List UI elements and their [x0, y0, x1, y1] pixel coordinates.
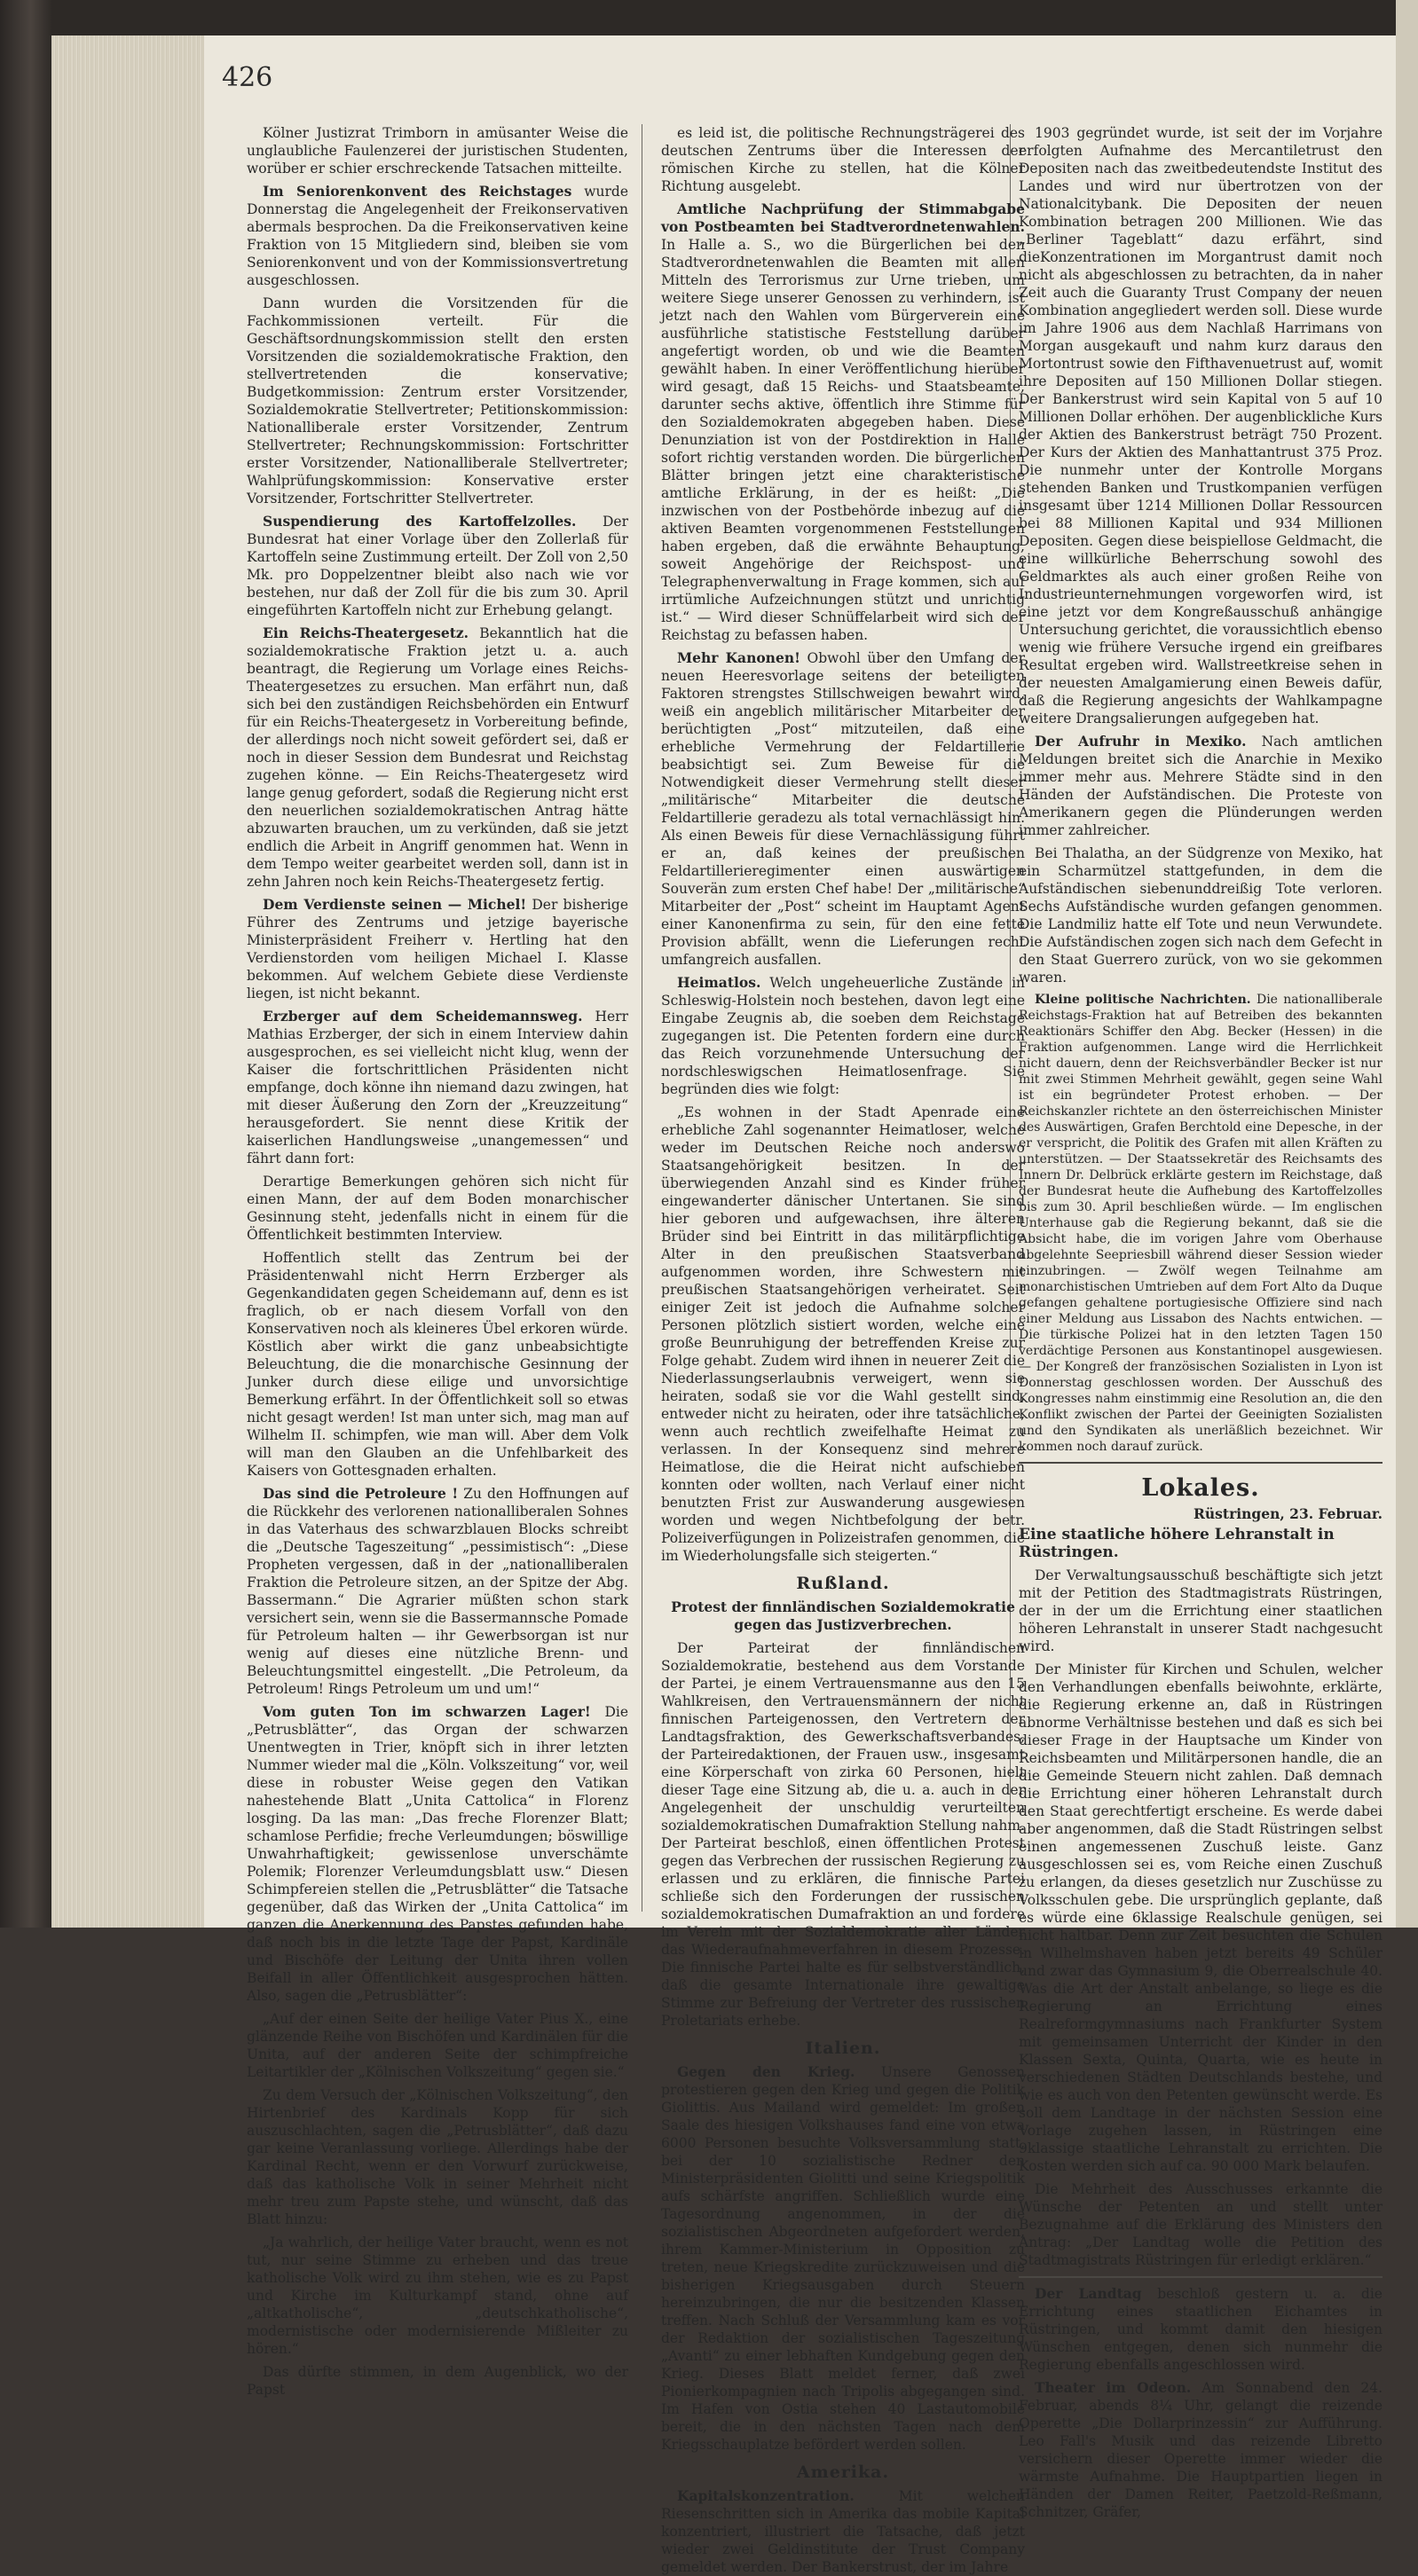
article-text: Derartige Bemerkungen gehören sich nicht für einen Mann, der auf dem Boden monarchischer Gesinnung steht, jedenfalls nicht in einem für die Öffentlichkeit bestimmten Interview. [247, 1174, 628, 1243]
article-text: In Halle a. S., wo die Bürgerlichen bei den Stadtverordnetenwahlen die Beamten mit allen Mitteln des Terrorismus zur Urne trieben, um weitere Siege unserer Genossen zu verhindern, ist jetzt nach den Wahlen vom Bürgerverein eine ausführliche statistische Feststellung darüber angefertigt worden, ob und wie die Beamten gewählt haben. In einer Veröffentlichung hierüber wird gesagt, daß 15 Reichs- und Staatsbeamte, darunter sechs aktive, öffentlich ihre Stimme für den Sozialdemokraten abgegeben haben. Diese Denunziation ist von der Postdirektion in Halle sofort richtig verstanden worden. Die bürgerlichen Blätter bringen jetzt eine charakteristische amtliche Erklärung, in der es heißt: „Die inzwischen von der Postbehörde inbezug auf die aktiven Beamten vorgenommenen Feststellungen haben ergeben, daß die erwähnte Behauptung, soweit Angehörige der Reichspost- und Telegraphenverwaltung in Frage kommen, sich auf irrtümliche Aufzeichnungen stützt und unrichtig ist.“ — Wird dieser Schnüffelarbeit wird sich der Reichstag zu befassen haben. [661, 237, 1025, 643]
article-paragraph [247, 2234, 628, 2358]
article-text: Protest der finnländischen Sozialdemokratie gegen das Justizverbrechen. [671, 1598, 1015, 1633]
article-text: Kölner Justizrat Trimborn in amüsanter Weise die unglaubliche Faulenzerei der juristischen Studenten, worüber er schier erschreckende Tatsachen mitteilte. [247, 125, 628, 177]
article-paragraph [1019, 1567, 1383, 1655]
article-paragraph [661, 649, 1025, 969]
article-text: Unsere Genossen protestieren gegen den Krieg und gegen die Politik Giolittis. Aus Mailand wird gemeldet: Im großen Saale des hiesigen Volkshauses fand eine von etwa 6000 Personen besuchte Volksversammlung statt, bei der 10 sozialistische Redner den Ministerpräsidenten Giolitti und seine Kriegspolitik aufs schärfste angriffen. Schließlich wurde eine Tagesordnung angenommen, in der die sozialistischen Abgeordneten aufgefordert werden, ihrem Kammer-Ministerium in Opposition zu treten, neue Kriegskredite zurückzuweisen und die bisherigen Kriegsausgaben durch Steuern hereinzubringen, die nur die besitzenden Klassen treffen. Nach Schluß der Versammlung kam es vor der Redaktion der sozialistischen Tageszeitung „Avanti“ zu einer lebhaften Kundgebung gegen den Krieg. Dieses Blatt meldet ferner, daß zwei Pionierkompagnien nach Tripolis abgegangen sind. Im Hafen von Ostia stehen 40 Lastautomobile bereit, die in den nächsten Tagen nach dem Kriegsschauplatze befördert werden sollen. [661, 2064, 1026, 2453]
article-text: Obwohl über den Umfang der neuen Heeresvorlage seitens der beteiligten Faktoren strengstes Stillschweigen bewahrt wird, weiß ein angeblich militärischer Mitarbeiter der berüchtigten „Post“ mitzuteilen, daß eine erhebliche Vermehrung der Feldartillerie beabsichtigt sei. Zum Beweise für die Notwendigkeit dieser Vermehrung stellt dieser „militärische“ Mitarbeiter die deutsche Feldartillerie geradezu als total vernachlässigt hin. Als einen Beweis für diese Vernachlässigung führt er an, daß keines der preußischen Feldartillerieregimenter einen auswärtigen Souverän zum ersten Chef habe! Der „militärische“ Mitarbeiter der „Post“ scheint im Hauptamt Agent einer Kanonenfirma zu sein, für den eine fette Provision abfällt, wenn die Lieferungen recht umfangreich ausfallen. [661, 650, 1025, 968]
article-text: Am Sonnabend den 24. Februar, abends 8¼ Uhr, gelangt die reizende Operette „Die Dollarprinzessin“ zur Aufführung. Leo Fall's Musik und das reizende Libretto versichern dieser Operette immer wieder die wärmste Aufnahme. Die Hauptpartien liegen in Händen der Damen Reiter, Paetzold-Reßmann, Schnitzer, Gräfer, [1019, 2380, 1383, 2520]
article-text: es leid ist, die politische Rechnungsträgerei des deutschen Zentrums über die Interessen der römischen Kirche zu stellen, hat die Kölner Richtung ausgelebt. [661, 125, 1025, 194]
article-paragraph [661, 2063, 1025, 2454]
article-paragraph [1019, 1661, 1383, 2175]
article-paragraph [247, 2086, 628, 2228]
article-lead: Kleine politische Nachrichten. [1035, 993, 1251, 1007]
page-edges [51, 35, 204, 1928]
article-lead: Dem Verdienste seinen — Michel! [263, 896, 527, 913]
article-lead: Der Aufruhr in Mexiko. [1035, 733, 1247, 750]
article-lead: Gegen den Krieg. [677, 2063, 855, 2080]
article-lead: Das sind die Petroleure ! [263, 1485, 459, 1502]
article-paragraph [247, 1008, 628, 1167]
section-heading: Eine staatliche höhere Lehranstalt in Rüstringen. [1019, 1526, 1335, 1561]
column-1 [247, 124, 629, 2398]
article-paragraph [1019, 844, 1383, 986]
article-text: Der Bundesrat hat einer Vorlage über den Zollerlaß für Kartoffeln seine Zustimmung erteilt. Der Zoll von 2,50 Mk. pro Doppelzentner bleibt also nach wie vor bestehen, nur daß der Zoll für die bis zum 30. April eingeführten Kartoffeln nicht zur Erhebung gelangt. [247, 514, 628, 618]
article-text: wurde Donnerstag die Angelegenheit der Freikonservativen abermals besprochen. Da die Freikonservativen keine Fraktion von 15 Mitgliedern sind, bleiben sie vom Seniorenkonvent und von der Kommissionsvertretung ausgeschlossen. [247, 184, 628, 288]
section-heading: Lokales. [1141, 1474, 1260, 1502]
article-text: Der Parteirat der finnländischen Sozialdemokratie, bestehend aus dem Vorstande der Partei, je einem Vertrauensmanne aus den 15 Wahlkreisen, den Vertrauensmännern der nicht finnischen Parteigenossen, den Vertretern der Landtagsfraktion, des Gewerkschaftsverbandes, der Parteiredaktionen, der Frauen usw., insgesamt eine Körperschaft von zirka 60 Personen, hielt dieser Tage eine Sitzung ab, die u. a. auch in der Angelegenheit der unschuldig verurteilten sozialdemokratischen Dumafraktion Stellung nahm. Der Parteirat beschloß, einen öffentlichen Protest gegen das Verbrechen der russischen Regierung zu erlassen und zu erklären, die finnische Partei schließe sich den Forderungen der russischen sozialdemokratischen Dumafraktion an und fordere im Verein mit der Sozialdemokratie aller Länder das Wiederaufnahmeverfahren in diesem Prozesse. Die finnische Partei halte es für selbstverständlich, daß die gesamte Internationale ihre gewaltige Stimme zur Befreiung der Vertreter des russischen Proletariats erhebe. [661, 1640, 1025, 2029]
article-text: Herr Mathias Erzberger, der sich in einem Interview dahin ausgesprochen, es sei vielleicht nicht klug, wenn der Kaiser die fortschrittlichen Präsidenten nicht empfange, doch könne ihn niemand dazu zwingen, hat mit dieser Äußerung den Zorn der „Kreuzzeitung“ herausgefordert. Sie nennt diese Kritik der kaiserlichen Handlungsweise „unangemessen“ und fährt dann fort: [247, 1009, 628, 1166]
article-paragraph [661, 1639, 1025, 2030]
article-text: Welch ungeheuerliche Zustände in Schleswig-Holstein noch bestehen, davon legt eine Eingabe Zeugnis ab, die soeben dem Reichstage zugegangen ist. Die Petenten fordern eine durch das Reich vorzunehmende Untersuchung der nordschleswigschen Heimatlosenfrage. Sie begründen dies wie folgt: [661, 975, 1026, 1097]
article-text: Der Verwaltungsausschuß beschäftigte sich jetzt mit der Petition des Stadtmagistrats Rüstringen, der in der um die Errichtung einer staatlichen höheren Lehranstalt in unserer Stadt nachgesucht wird. [1019, 1567, 1383, 1654]
section-heading: Rußland. [796, 1574, 890, 1593]
article-paragraph [661, 1598, 1025, 1634]
article-paragraph [1019, 2180, 1383, 2269]
article-paragraph [247, 183, 628, 289]
section-divider [1019, 1462, 1383, 1464]
article-paragraph [661, 124, 1025, 195]
article-paragraph [1019, 992, 1383, 1455]
article-lead: Mehr Kanonen! [677, 649, 800, 666]
article-text: 1903 gegründet wurde, ist seit der im Vorjahre erfolgten Aufnahme des Mercantiletrust den Depositen nach das zweitbedeutendste Institut des Landes und wird nur übertrotzen von der Nationalcitybank. Die Depositen der neuen Kombination betragen 200 Millionen. Wie das „Berliner Tageblatt“ dazu erfährt, sind dieKonzentrationen im Morgantrust damit noch nicht als abgeschlossen zu betrachten, da in naher Zeit auch die Guaranty Trust Company der neuen Kombination angegliedert werden soll. Diese wurde im Jahre 1906 aus dem Nachlaß Harrimans von Morgan ausgekauft und nahm kurz daraus den Mortontrust sowie den Fifthavenuetrust auf, womit ihre Depositen auf 150 Millionen Dollar stiegen. Der Bankerstrust wird sein Kapital von 5 auf 10 Millionen Dollar erhöhen. Der augenblickliche Kurs der Aktien des Bankerstrust beträgt 750 Prozent. Der Kurs der Aktien des Manhattantrust 375 Proz. Die nunmehr unter der Kontrolle Morgans stehenden Banken und Trustkompanien verfügen insgesamt über 1214 Millionen Dollar Ressourcen bei 88 Millionen Kapital und 934 Millionen Depositen. Gegen diese beispiellose Geldmacht, die eine willkürliche Beherrschung sowohl des Geldmarktes als auch einer großen Reihe von Industrieunternehmungen vorgeworfen wird, ist eine jetzt vor dem Kongreßausschuß anhängige Untersuchung gerichtet, die voraussichtlich ebenso wenig wie frühere Versuche irgend ein greifbares Resultat ergeben wird. Wallstreetkreise sehen in der neuesten Amalgamierung einen Beweis dafür, daß die Regierung angesichts der Wahlkampagne weitere Drangsalierungen aufgegeben hat. [1019, 125, 1383, 726]
article-paragraph [661, 1103, 1025, 1565]
article-lead: Erzberger auf dem Scheidemannsweg. [263, 1008, 583, 1025]
right-margin [1396, 0, 1418, 1928]
article-text: Bekanntlich hat die sozialdemokratische Fraktion jetzt u. a. auch beantragt, die Regierung um Vorlage eines Reichs-Theatergesetzes zu ersuchen. Man erfährt nun, daß sich bei den zuständigen Reichsbehörden ein Entwurf für ein Reichs-Theatergesetz in Vorbereitung befinde, der allerdings noch nicht soweit gefördert sei, daß er noch in dieser Session dem Bundesrat und Reichstag zugehen könne. — Ein Reichs-Theatergesetz wird lange genug gefordert, sodaß die Regierung nicht erst den neuerlichen sozialdemokratischen Antrag hätte abzuwarten brauchen, um zu verkünden, daß sie jetzt endlich die Arbeit in Angriff genommen hat. Wenn in dem Tempo weiter gearbeitet werden soll, dann ist in zehn Jahren noch kein Reichs-Theatergesetz fertig. [247, 625, 629, 890]
article-paragraph [247, 124, 628, 177]
dateline: Rüstringen, 23. Februar. [1193, 1505, 1383, 1522]
article-paragraph [661, 200, 1025, 644]
article-text: Der Minister für Kirchen und Schulen, welcher den Verhandlungen ebenfalls beiwohnte, erklärte, die Regierung erkenne an, daß in Rüstringen abnorme Verhältnisse bestehen und daß es sich bei dieser Frage in der Hauptsache um Kinder von Reichsbeamten und Militärpersonen handle, die an die Gemeinde Steuern nicht zahlen. Daß demnach die Errichtung einer höheren Lehranstalt durch den Staat gerechtfertigt erscheine. Es werde dabei aber angenommen, daß die Stadt Rüstringen selbst einen angemessenen Zuschuß leiste. Ganz ausgeschlossen sei es, vom Reiche einen Zuschuß zu erlangen, da dieses gesetzlich nur Zuschüsse zu Volksschulen gebe. Die ursprünglich geplante, daß es würde eine 6klassige Realschule genügen, sei nicht haltbar. Denn zur Zeit besuchten die Schulen in Wilhelmshaven haben jetzt bereits 49 Schüler und zwar das Gymnasium 9, die Oberrealschule 40. Was die Art der Anstalt anbelange, so liege es die Regierung an Errichtung eines Realreformgymnasiums nach Frankfurter System mit gemeinsamen Unterricht der Kinder in den Klassen Sexta, Quinta, Quarta, wie es heute in verschiedenen Städten Deutschlands bestehe, und wie es auch von den Petenten gewünscht werde. Es soll dem Landtage in der nächsten Session eine Vorlage zugehen lassen, in Rüstringen eine 9klassige staatliche Lehranstalt zu errichten. Die Kosten werden sich auf ca. 90 000 Mark belaufen. [1019, 1661, 1383, 2174]
article-lead: Suspendierung des Kartoffelzolles. [263, 513, 577, 530]
article-text: Das dürfte stimmen, in dem Augenblick, wo der Papst [247, 2364, 628, 2398]
article-paragraph [661, 974, 1025, 1098]
article-lead: Im Seniorenkonvent des Reichstages [263, 183, 572, 200]
article-text: Dann wurden die Vorsitzenden für die Fachkommissionen verteilt. Für die Geschäftsordnungskommission stellt den ersten Vorsitzenden die sozialdemokratische Fraktion, den stellvertretenden die konservative; Budgetkommission: Zentrum erster Vorsitzender, Sozialdemokratie Stellvertreter; Petitionskommission: Nationalliberale erster Vorsitzender, Zentrum Stellvertreter; Rechnungskommission: Fortschritter erster Vorsitzender, Nationalliberale Stellvertreter; Wahlprüfungskommission: Konservative erster Vorsitzender, Fortschritter Stellvertreter. [247, 295, 628, 507]
section-divider [1019, 2276, 1383, 2278]
article-paragraph [247, 2010, 628, 2081]
article-lead: Heimatlos. [677, 974, 761, 991]
article-text: „Es wohnen in der Stadt Apenrade eine erhebliche Zahl sogenannter Heimatloser, welche weder im Deutschen Reiche noch anderswo Staatsangehörigkeit besitzen. In der überwiegenden Anzahl sind es Kinder früher eingewanderter dänischer Untertanen. Sie sind hier geboren und aufgewachsen, ihre älteren Brüder sind bei Eintritt in das militärpflichtige Alter in den preußischen Staatsverband aufgenommen worden, ihre Schwestern mit preußischen Staatsangehörigen verheiratet. Seit einiger Zeit ist jedoch die Aufnahme solcher Personen plötzlich sistiert worden, welche eine große Beunruhigung der betreffenden Kreise zur Folge gehabt. Zudem wird ihnen in neuerer Zeit die Niederlassungserlaubnis verweigert, wenn sie heiraten, sodaß sie vor die Wahl gestellt sind, entweder nicht zu heiraten, oder ihre tatsächliche, wenn auch rechtlich zweifelhafte Heimat zu verlassen. In der Konsequenz sind mehrere Heimatlose, die die Heirat nicht aufschieben konnten oder wollten, nach Verlauf einer nicht benutzten Frist zur Auswanderung ausgewiesen worden und wegen Nichtbefolgung der betr. Polizeiverfügungen in Polizeistrafen genommen, die im Wiederholungsfalle sich steigerten.“ [661, 1104, 1025, 1564]
page-number: 426 [222, 62, 273, 93]
article-text: „Ja wahrlich, der heilige Vater braucht, wenn es not tut, nur seine Stimme zu erheben und das treue katholische Volk wird zu ihm stehen, wie es zu Papst und Kirche im Kulturkampf stand, ohne auf „altkatholische“, „deutschkatholische“, modernistische oder modernisierende Mißleiter zu hören.“ [247, 2234, 628, 2357]
article-lead: Ein Reichs-Theatergesetz. [263, 624, 469, 641]
book-binding [0, 0, 51, 1928]
article-text: Hoffentlich stellt das Zentrum bei der Präsidentenwahl nicht Herrn Erzberger als Gegenkandidaten gegen Scheidemann auf, denn es ist fraglich, ob er nach diesem Vorfall von den Konservativen noch als kleineres Übel erkoren würde. Köstlich aber wirkt die ganz unbeabsichtigte Beleuchtung, die die monarchische Gesinnung der Junker durch diese eilige und unvorsichtige Bemerkung erfährt. In der Öffentlichkeit soll so etwas nicht gesagt werden! Ist man unter sich, mag man auf Wilhelm II. schimpfen, wie man will. Aber dem Volk will man den Glauben an die Unfehlbarkeit des Kaisers von Gottesgnaden erhalten. [247, 1250, 628, 1479]
article-lead: Theater im Odeon. [1035, 2379, 1192, 2396]
column-3 [1019, 124, 1383, 2520]
article-paragraph [1019, 2379, 1383, 2521]
article-paragraph [247, 1173, 628, 1244]
article-text: Bei Thalatha, an der Südgrenze von Mexiko, hat ein Scharmützel stattgefunden, in dem die Aufständischen siebenunddreißig Tote verloren. Sechs Aufständische wurden gefangen genommen. Die Landmiliz hatte elf Tote und neun Verwundete. Die Aufständischen zogen sich nach dem Gefecht in den Staat Guerrero zurück, von wo sie gekommen waren. [1019, 845, 1383, 986]
section-heading: Italien. [805, 2038, 881, 2058]
article-text: Die nationalliberale Reichstags-Fraktion hat auf Betreiben des bekannten Reaktionärs Schiffer den Abg. Becker (Hessen) in die Fraktion aufgenommen. Lange wird die Herrlichkeit nicht dauern, denn der Reichsverbändler Becker ist nur mit zwei Stimmen Mehrheit gewählt, gegen seine Wahl ist ein begründeter Protest erhoben. — Der Reichskanzler richtete an den österreichischen Minister des Auswärtigen, Grafen Berchtold eine Depesche, in der er verspricht, die Politik des Grafen mit allen Kräften zu unterstützen. — Der Staatssekretär des Reichsamts des Innern Dr. Delbrück erklärte gestern im Reichstage, daß der Bundesrat heute die Aufhebung des Kartoffelzolles bis zum 30. April beschließen würde. — Im englischen Unterhause gab die Regierung bekannt, daß sie die Absicht habe, die im vorigen Jahre vom Oberhause abgelehnte Seepriesbill während dieser Session wieder einzubringen. — Zwölf wegen Teilnahme am monarchistischen Umtrieben auf dem Fort Alto da Duque gefangen gehaltene portugiesische Offiziere sind nach einer Meldung aus Lissabon des Nachts entwichen. — Die türkische Polizei hat in den letzten Tagen 150 verdächtige Personen aus Konstantinopel ausgewiesen. — Der Kongreß der französischen Sozialisten in Lyon ist Donnerstag geschlossen worden. Der Ausschuß des Kongresses nahm einstimmig eine Resolution an, die den Konflikt zwischen der Partei der Geeinigten Sozialisten und den Syndikaten als unerläßlich bezeichnet. Wir kommen noch darauf zurück. [1019, 993, 1383, 1454]
article-paragraph [247, 295, 628, 507]
article-paragraph [247, 896, 628, 1002]
article-text: „Auf der einen Seite der heilige Vater Pius X., eine glänzende Reihe von Bischöfen und Kardinälen für die Unita, auf der anderen Seite der schimpfreiche Leitartikler der „Kölnischen Volkszeitung“ gegen sie.“ [247, 2011, 628, 2080]
article-paragraph [247, 513, 628, 619]
column-2 [661, 124, 1026, 2575]
article-paragraph [247, 2363, 628, 2399]
article-lead: Vom guten Ton im schwarzen Lager! [263, 1703, 591, 1720]
article-lead: Kapitalskonzentration. [677, 2487, 855, 2504]
article-lead: Der Landtag [1035, 2285, 1142, 2302]
article-paragraph [247, 624, 628, 891]
section-heading: Amerika. [796, 2462, 890, 2482]
article-paragraph [1019, 2285, 1383, 2374]
article-text: Nach amtlichen Meldungen breitet sich die Anarchie in Mexiko immer mehr aus. Mehrere Städte sind in den Händen der Aufständischen. Die Proteste von Amerikanern gegen die Plünderungen werden immer zahlreicher. [1019, 734, 1383, 838]
article-lead: Amtliche Nachprüfung der Stimmabgabe von Postbeamten bei Stadtverordnetenwahlen. [661, 200, 1025, 235]
article-text: Mit welchen Riesenschritten sich in Amerika das mobile Kapital konzentriert, illustriert die Tatsache, daß jetzt wieder zwei Geldinstitute der Trust Company gemeldet werden. Der Bankerstrust, der im Jahre [661, 2488, 1025, 2575]
article-text: Die Mehrheit des Ausschusses erkannte die Wünsche der Petenten an und stellt unter Bezugnahme auf die Erklärung des Ministers den Antrag: „Der Landtag wolle die Petition des Stadtmagistrats Rüstringen für erledigt erklären.“ [1019, 2181, 1383, 2268]
article-text: Zu dem Versuch der „Kölnischen Volkszeitung“, den Hirtenbrief des Kardinals Kopp für sich auszuschlachten, sagen die „Petrusblätter“, daß dazu gar keine Veranlassung vorliege. Allerdings habe der Kardinal Recht, wenn er den Vorwurf zurückweise, daß das katholische Volk in seiner Mehrheit nicht mehr treu zum Papste stehe, und wünscht, daß das Blatt hinzu: [247, 2087, 628, 2227]
article-paragraph [1019, 733, 1383, 839]
article-paragraph [247, 1703, 628, 2005]
article-paragraph [247, 1249, 628, 1480]
article-text: Zu den Hoffnungen auf die Rückkehr des verlorenen nationalliberalen Sohnes in das Vaterhaus des schwarzblauen Blocks schreibt die „Deutsche Tageszeitung“ „pessimistisch“: „Diese Propheten vergessen, daß in der „nationalliberalen Fraktion die Petroleure sitzen, an der Spitze der Abg. Bassermann.“ Die Agrarier müßten schon stark versichert sein, wenn sie die Bassermannsche Pomade für Petroleum halten — ihr Gewerbsorgan ist nur wenig auf dieses eine nützliche Brenn- und Beleuchtungsmittel eingestellt. „Die Petroleum, da Petroleum! Rings Petroleum um und um!“ [247, 1486, 628, 1697]
article-paragraph [661, 2487, 1025, 2576]
newspaper-page [204, 35, 1396, 2575]
top-shadow [51, 0, 1396, 35]
article-paragraph [1019, 124, 1383, 727]
article-paragraph [247, 1485, 628, 1698]
article-text: beschloß gestern u. a. die Errichtung eines staatlichen Eichamtes in Rüstringen, und kommt damit den hiesigen Wünschen entgegen, denen sich nunmehr die Regierung ebenfalls angeschlossen wird. [1019, 2286, 1383, 2373]
article-text: Der bisherige Führer des Zentrums und jetzige bayerische Ministerpräsident Freiherr v. Hertling hat den Verdienstorden vom heiligen Michael I. Klasse bekommen. Auf welchem Gebiete diese Verdienste liegen, ist nicht bekannt. [247, 897, 628, 1001]
article-text: Die „Petrusblätter“, das Organ der schwarzen Unentwegten in Trier, knöpft sich in ihrer letzten Nummer wieder mal die „Köln. Volkszeitung“ vor, weil diese in robuster Weise gegen den Vatikan nahestehende Blatt „Unita Cattolica“ in Florenz losging. Da las man: „Das freche Florenzer Blatt; schamlose Perfidie; freche Verleumdungen; böswillige Unwahrhaftigkeit; gewissenlose unverschämte Polemik; Florenzer Verleumdungsblatt usw.“ Diesen Schimpfereien stellen die „Petrusblätter“ die Tatsache gegenüber, daß das Wirken der „Unita Cattolica“ im ganzen die Anerkennung des Papstes gefunden habe, daß noch bis in die letzte Tage der Papst, Kardinäle und Bischöfe der Leitung der Unita ihren vollen Beifall in aller Öffentlichkeit ausgesprochen hätten. Also, sagen die „Petrusblätter“: [247, 1704, 628, 2004]
